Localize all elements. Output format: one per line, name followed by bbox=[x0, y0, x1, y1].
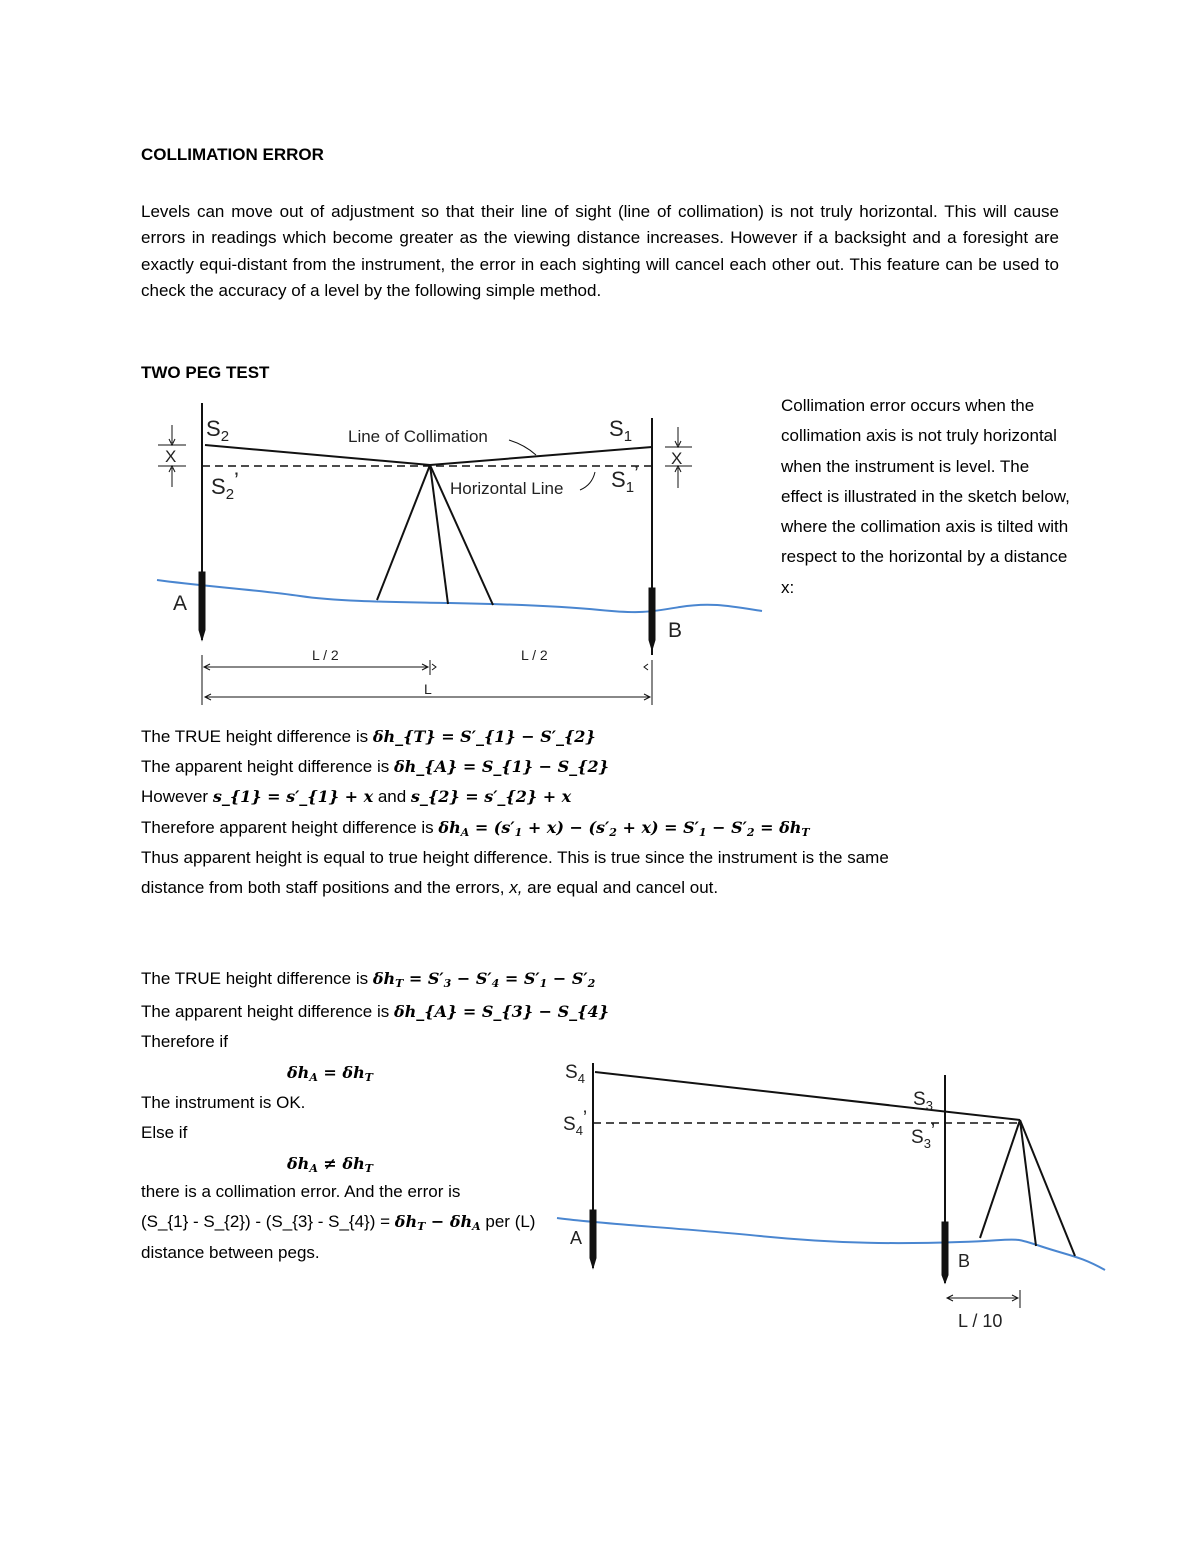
label-s3: S bbox=[913, 1089, 926, 1110]
ground-line bbox=[157, 580, 762, 612]
thus-line: Thus apparent height is equal to true height difference. This is true since the instrument is the same bbox=[141, 848, 889, 867]
true-height-line bbox=[141, 724, 596, 750]
distance-line bbox=[141, 875, 718, 901]
svg-text:S2: $S_2$ bbox=[206, 416, 230, 445]
tripod-2 bbox=[980, 1120, 1075, 1256]
document-title: COLLIMATION ERROR bbox=[141, 145, 324, 164]
label-peg-a: A bbox=[173, 592, 188, 615]
equation-apparent-height: δh_{A} = S_{1} − S_{2} bbox=[393, 757, 609, 776]
equation-true-height: δh_{T} = S′_{1} − S′_{2} bbox=[372, 727, 596, 746]
distance-dimension bbox=[947, 1290, 1020, 1308]
therefore-if: Therefore if bbox=[141, 1032, 228, 1051]
equation-apparent-height-2: δh_{A} = S_{3} − S_{4} bbox=[393, 1002, 609, 1021]
label-s2-prime: S bbox=[211, 474, 226, 499]
apparent-height-line bbox=[141, 754, 609, 780]
peg-b-2 bbox=[942, 1222, 948, 1283]
peg-a-2 bbox=[590, 1210, 596, 1268]
label-s1: S bbox=[609, 416, 624, 441]
label-s2: S bbox=[206, 416, 221, 441]
distance-between-pegs: distance between pegs. bbox=[141, 1243, 320, 1262]
instrument-ok: The instrument is OK. bbox=[141, 1093, 306, 1112]
svg-text:S2’: $S_2$’ bbox=[211, 468, 239, 503]
label-horizontal-line: Horizontal Line bbox=[450, 479, 564, 498]
collimation-leader bbox=[509, 440, 536, 455]
offset-peg-labels bbox=[563, 1062, 1002, 1331]
label-s4: S bbox=[565, 1062, 578, 1083]
label-peg-a-2: A bbox=[570, 1228, 583, 1248]
two-peg-labels bbox=[165, 416, 682, 697]
text: Therefore apparent height difference is bbox=[141, 818, 439, 837]
text: distance from both staff positions and the errors, bbox=[141, 878, 510, 897]
section-title: TWO PEG TEST bbox=[141, 363, 270, 382]
text: However bbox=[141, 787, 213, 806]
label-line-of-collimation: Line of Collimation bbox=[348, 427, 488, 446]
else-if: Else if bbox=[141, 1123, 188, 1142]
svg-text:S4’: $S_4$’ bbox=[563, 1108, 588, 1138]
peg-a bbox=[199, 572, 205, 640]
label-half-left: L / 2 bbox=[312, 647, 339, 663]
svg-text:S1: $S_1$ bbox=[609, 416, 633, 445]
line-of-collimation bbox=[205, 445, 652, 465]
label-s1-prime: S bbox=[611, 467, 626, 492]
text: The apparent height difference is bbox=[141, 1002, 394, 1021]
svg-text:S3: $S_3$ bbox=[913, 1089, 933, 1113]
equation-s2: s_{2} = s′_{2} + x bbox=[410, 787, 572, 806]
equation-equal: $\delta h_A = \delta h_T$ bbox=[287, 1063, 373, 1084]
collimation-error-line: there is a collimation error. And the error is bbox=[141, 1182, 461, 1201]
offset-peg-diagram bbox=[557, 1063, 1105, 1308]
text: The TRUE height difference is bbox=[141, 727, 373, 746]
svg-text:S3’: $S_3$’ bbox=[911, 1121, 936, 1151]
variable-x: x, bbox=[509, 878, 523, 897]
text: The TRUE height difference is bbox=[141, 969, 373, 988]
intro-paragraph: Levels can move out of adjustment so that their line of sight (line of collimation) is not truly horizontal. This will cause errors in readings which become greater as the viewing distance increases. However if a backsight and a foresight are exactly equi-distant from the instrument, the error in each sighting will cancel each other out. This feature can be used to check the accuracy of a level by the following simple method. bbox=[141, 202, 1059, 300]
ground-line-2 bbox=[557, 1218, 1105, 1270]
label-x-right: X bbox=[671, 449, 683, 468]
equation-not-equal: $\delta h_A \ne \delta h_T$ bbox=[287, 1154, 373, 1175]
label-total-length: L bbox=[424, 681, 432, 697]
equation-error: $\delta h_T - \delta h_A$ bbox=[394, 1212, 481, 1233]
equation-s1: s_{1} = s′_{1} + x bbox=[212, 787, 374, 806]
label-half-right: L / 2 bbox=[521, 647, 548, 663]
however-line bbox=[141, 784, 571, 810]
line-of-collimation-2 bbox=[595, 1072, 1020, 1120]
peg-b bbox=[649, 588, 655, 650]
label-peg-b: B bbox=[668, 619, 683, 642]
therefore-line bbox=[141, 815, 810, 841]
equation-true-height-2: $\delta h_T = S'_3 - S'_4 = S'_1 - S'_2$ bbox=[372, 969, 596, 990]
horizontal-leader bbox=[580, 472, 595, 490]
text: and bbox=[373, 787, 411, 806]
length-dimensions bbox=[202, 655, 652, 705]
label-s4-prime: S bbox=[563, 1114, 576, 1135]
text: are equal and cancel out. bbox=[522, 878, 719, 897]
svg-text:S1’: $S_1$’ bbox=[611, 461, 639, 496]
text: per (L) bbox=[480, 1212, 536, 1231]
true-height-line-2 bbox=[141, 966, 595, 992]
label-distance: L / 10 bbox=[958, 1311, 1003, 1331]
label-x-left: X bbox=[165, 447, 177, 466]
label-s3-prime: S bbox=[911, 1127, 924, 1148]
svg-text:S4: $S_4$ bbox=[565, 1062, 585, 1086]
error-formula: (S_{1} - S_{2}) - (S_{3} - S_{4}) = bbox=[141, 1212, 395, 1231]
error-formula-line bbox=[141, 1209, 535, 1235]
apparent-height-line-2 bbox=[141, 999, 609, 1025]
label-peg-b-2: B bbox=[958, 1251, 971, 1271]
text: The apparent height difference is bbox=[141, 757, 394, 776]
side-note: Collimation error occurs when the collimation axis is not truly horizontal when the instrument is level. The effect is illustrated in the sketch below, where the collimation axis is tilted with respect to the horizontal by a distance x: bbox=[781, 396, 1070, 597]
equation-derivation: $\delta h_A = (s'_1 + x) - (s'_2 + x) = S'_1 - S'_2 = \delta h_T$ bbox=[438, 818, 810, 839]
